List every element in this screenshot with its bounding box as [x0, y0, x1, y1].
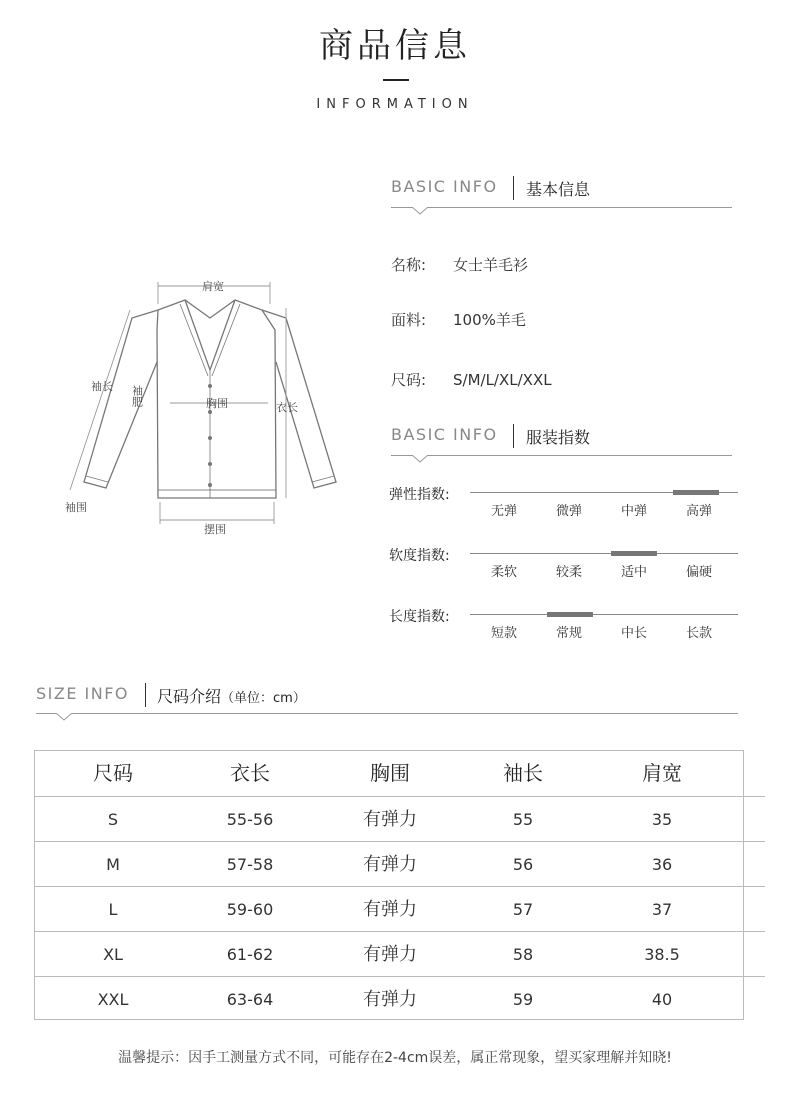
- basic-info-heading-en: BASIC INFO: [391, 177, 498, 196]
- title-divider: [383, 79, 409, 81]
- scale-option: 偏硬: [685, 565, 712, 580]
- info-label-name: 名称:: [391, 256, 427, 274]
- size-table: [34, 750, 744, 1020]
- basic-info-pointer: [412, 207, 428, 215]
- diagram-label-hem: 摆围: [204, 523, 226, 536]
- diagram-label-length: 衣长: [276, 401, 298, 414]
- table-cell: 38.5: [644, 945, 680, 964]
- table-header-cell: 肩宽: [642, 761, 682, 785]
- scale-option: 微弹: [555, 504, 582, 519]
- scale-track-length: [470, 614, 738, 615]
- diagram-label-chest: 胸围: [206, 397, 228, 410]
- scale-marker-length: [547, 612, 593, 617]
- table-header-cell: 尺码: [93, 761, 133, 785]
- cardigan-hem-rib: [158, 490, 276, 498]
- scale-marker-softness: [611, 551, 657, 556]
- table-header-cell: 袖长: [503, 761, 543, 785]
- index-heading-divider: [513, 424, 514, 448]
- table-row: [35, 886, 765, 932]
- scale-option: 较柔: [555, 565, 582, 580]
- table-cell: 57-58: [226, 855, 274, 874]
- info-label-size: 尺码:: [391, 371, 427, 389]
- table-cell: 55: [512, 810, 534, 829]
- scale-label-softness: 软度指数:: [389, 548, 450, 564]
- table-cell: 55-56: [226, 810, 274, 829]
- info-row-fabric: [391, 309, 526, 330]
- info-value-size: S/M/L/XL/XXL: [453, 371, 552, 389]
- table-cell: 36: [651, 855, 673, 874]
- scale-option: 长款: [685, 626, 712, 641]
- table-cell: M: [106, 855, 120, 874]
- diagram-label-sleeve-width: 袖肥: [130, 385, 144, 407]
- table-cell: 有弹力: [363, 854, 417, 875]
- table-cell: 有弹力: [363, 944, 417, 965]
- footer-note: 温馨提示：因手工测量方式不同，可能存在2-4cm误差，属正常现象，望买家理解并知晓!: [118, 1050, 672, 1066]
- size-info-pointer: [56, 713, 72, 721]
- info-row-size: [391, 369, 552, 390]
- size-info-heading-en: SIZE INFO: [36, 684, 130, 703]
- diagram-label-sleeve-length: 袖长: [91, 380, 113, 393]
- table-cell: S: [107, 810, 119, 829]
- scale-option: 无弹: [490, 504, 517, 519]
- basic-info-underline: [391, 207, 732, 208]
- info-row-name: [391, 254, 528, 275]
- scale-option: 中长: [620, 626, 647, 641]
- table-cell: 40: [651, 990, 673, 1009]
- table-cell: 57: [512, 900, 534, 919]
- table-cell: 有弹力: [363, 899, 417, 920]
- table-cell: L: [108, 900, 118, 919]
- table-cell: 37: [651, 900, 673, 919]
- index-heading-en: BASIC INFO: [391, 425, 498, 444]
- index-underline: [391, 455, 732, 456]
- size-info-heading-divider: [145, 683, 146, 707]
- page-title: 商品信息: [319, 26, 471, 66]
- size-info-title: 尺码介绍: [157, 687, 222, 706]
- table-cell: 63-64: [226, 990, 274, 1009]
- scale-option: 中弹: [620, 504, 647, 519]
- table-cell: 59-60: [226, 900, 274, 919]
- table-row: [35, 976, 765, 1022]
- table-header-cell: 胸围: [370, 761, 410, 785]
- scale-option: 高弹: [685, 504, 712, 519]
- table-cell: 58: [512, 945, 534, 964]
- table-cell: 56: [512, 855, 534, 874]
- table-header-cell: 衣长: [230, 761, 270, 785]
- index-heading-cn: 服装指数: [526, 428, 591, 447]
- size-info-underline: [36, 713, 738, 714]
- scale-option: 柔软: [490, 565, 517, 580]
- info-label-fabric: 面料:: [391, 311, 427, 329]
- scale-option: 短款: [490, 626, 517, 641]
- scale-marker-elasticity: [673, 490, 719, 495]
- diagram-label-shoulder: 肩宽: [202, 280, 224, 293]
- info-value-fabric: 100%羊毛: [453, 311, 526, 329]
- info-value-name: 女士羊毛衫: [453, 256, 529, 274]
- page-subtitle: INFORMATION: [316, 97, 474, 112]
- size-info-unit: （单位：cm）: [221, 691, 306, 706]
- cardigan-neckline: [185, 300, 235, 370]
- table-cell: 61-62: [226, 945, 274, 964]
- scale-option: 常规: [555, 626, 582, 641]
- table-cell: 有弹力: [363, 809, 417, 830]
- basic-info-heading-divider: [513, 176, 514, 200]
- table-cell: 有弹力: [363, 989, 417, 1010]
- cardigan-diagram: [50, 270, 350, 540]
- table-cell: XXL: [97, 990, 129, 1009]
- size-info-heading-cn: [157, 684, 306, 707]
- scale-option: 适中: [620, 565, 647, 580]
- table-row: [35, 841, 765, 887]
- scale-track-softness: [470, 553, 738, 554]
- table-row: [35, 931, 765, 977]
- index-pointer: [412, 455, 428, 463]
- cardigan-right-sleeve: [262, 310, 336, 488]
- table-cell: XL: [103, 945, 123, 964]
- table-cell: 59: [512, 990, 534, 1009]
- table-cell: 35: [651, 810, 673, 829]
- table-row: [35, 796, 765, 842]
- table-header-row: [35, 751, 743, 796]
- scale-label-length: 长度指数:: [389, 609, 450, 625]
- scale-label-elasticity: 弹性指数:: [389, 487, 450, 503]
- diagram-label-cuff: 袖围: [65, 501, 87, 514]
- basic-info-heading-cn: 基本信息: [526, 180, 591, 199]
